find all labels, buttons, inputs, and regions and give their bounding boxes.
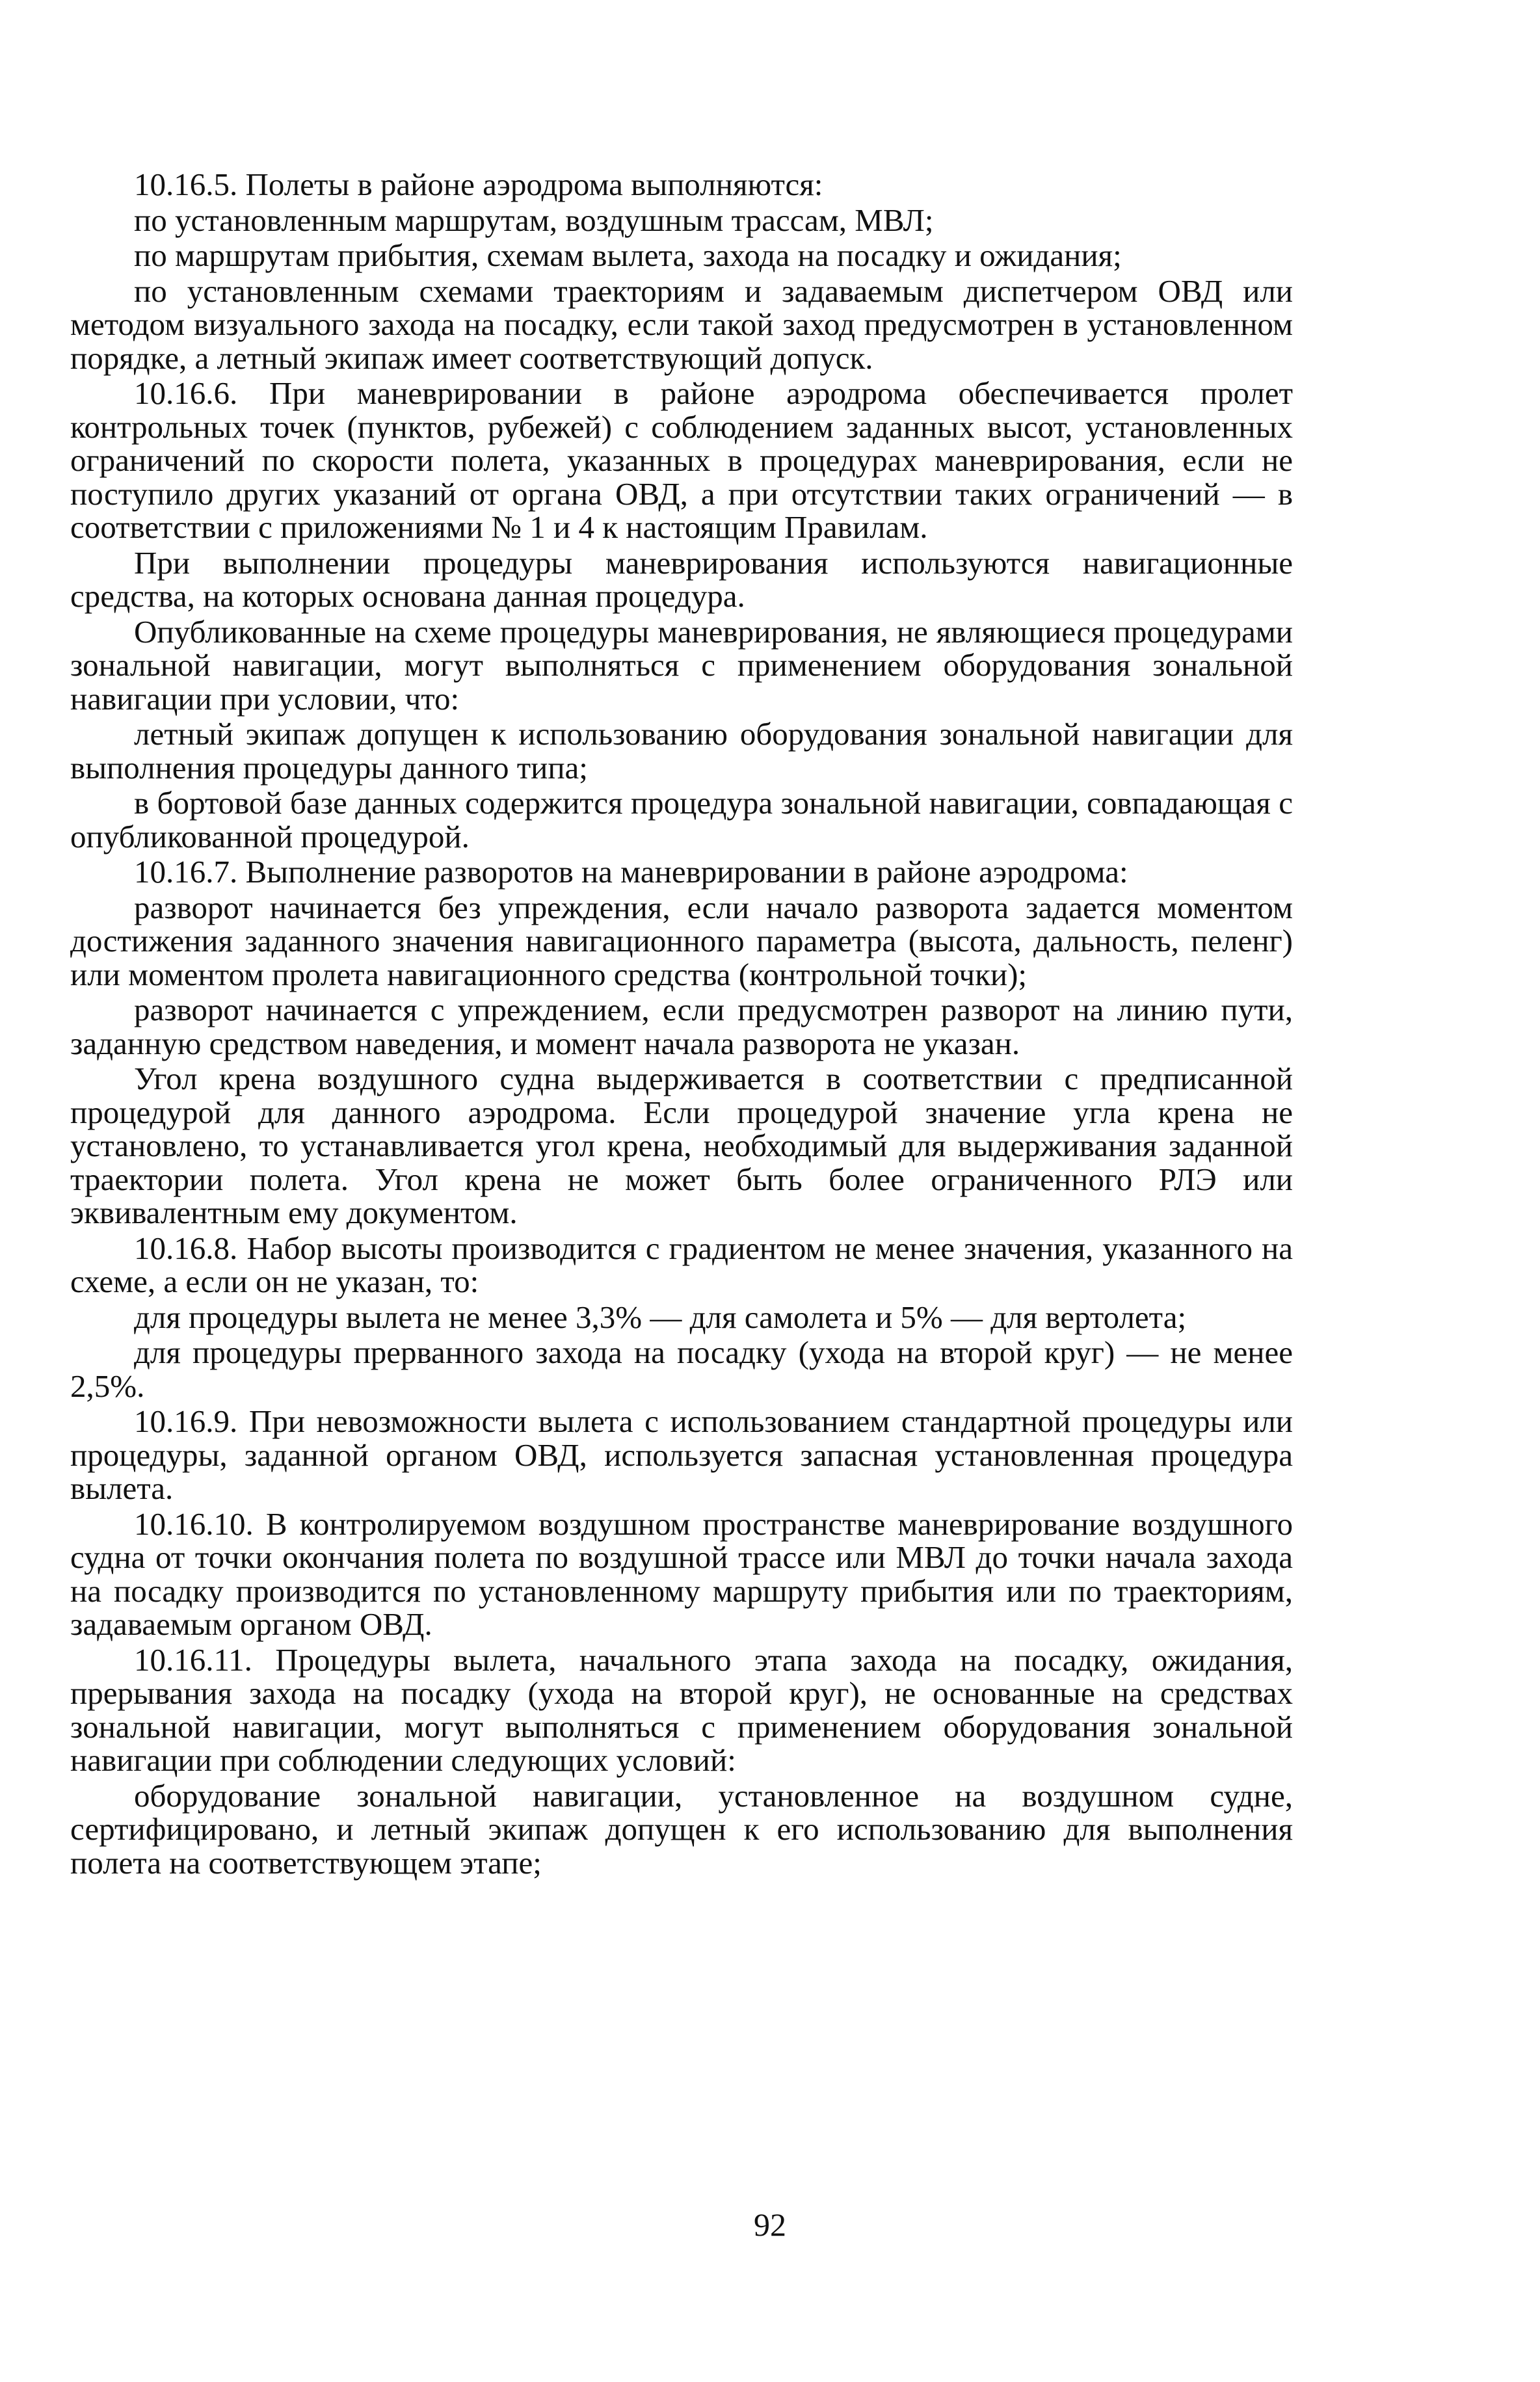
paragraph-missed-approach-gradient: для процедуры прерванного захода на посадку (ухода на второй круг) — не менее 2,5%. <box>70 1334 1293 1404</box>
paragraph-rnav-equipment: оборудование зональной навигации, установленное на воздушном судне, сертифицировано, и летный экипаж допущен к его использованию для выполнения полета на соответствующем этапе; <box>70 1777 1293 1881</box>
paragraph-turn-with-lead: разворот начинается с упреждением, если предусмотрен разворот на линию пути, заданную средством наведения, и момент начала разворота не указан. <box>70 992 1293 1061</box>
paragraph-10-16-9: 10.16.9. При невозможности вылета с использованием стандартной процедуры или процедуры, заданной органом ОВД, используется запасная установленная процедура вылета. <box>70 1403 1293 1506</box>
paragraph-bank-angle: Угол крена воздушного судна выдерживается в соответствии с предписанной процедурой для данного аэродрома. Если процедурой значение угла крена не установлено, то устанавливается угол крена, необходимый для выдерживания заданной траектории полета. Угол крена не может быть более ограниченного РЛЭ или эквивалентным ему документом. <box>70 1061 1293 1230</box>
paragraph-10-16-5-heading: 10.16.5. Полеты в районе аэродрома выполняются: <box>134 166 823 202</box>
paragraph-departure-gradient: для процедуры вылета не менее 3,3% — для самолета и 5% — для вертолета; <box>134 1299 1187 1335</box>
paragraph-10-16-8: 10.16.8. Набор высоты производится с градиентом не менее значения, указанного на схеме, а если он не указан, то: <box>70 1230 1293 1299</box>
paragraph-navaids: При выполнении процедуры маневрирования используются навигационные средства, на которых основана данная процедура. <box>70 544 1293 614</box>
paragraph-turn-without-lead: разворот начинается без упреждения, если начало разворота задается моментом достижения заданного значения навигационного параметра (высота, дальность, пеленг) или моментом пролета навигационного средства (контрольной точки); <box>70 889 1293 992</box>
paragraph-crew-admitted: летный экипаж допущен к использованию оборудования зональной навигации для выполнения процедуры данного типа; <box>70 716 1293 786</box>
paragraph-routes: по установленным маршрутам, воздушным трассам, МВЛ; <box>134 202 934 238</box>
paragraph-trajectories: по установленным схемами траекториям и задаваемым диспетчером ОВД или методом визуального захода на посадку, если такой заход предусмотрен в установленном порядке, а летный экипаж имеет соответствующий допуск. <box>70 272 1293 376</box>
paragraph-10-16-11: 10.16.11. Процедуры вылета, начального этапа захода на посадку, ожидания, прерывания захода на посадку (ухода на второй круг), не основанные на средствах зональной навигации, могут выполняться с применением оборудования зональной навигации при соблюдении следующих условий: <box>70 1641 1293 1778</box>
paragraph-10-16-7: 10.16.7. Выполнение разворотов на маневрировании в районе аэродрома: <box>134 854 1128 890</box>
paragraph-onboard-database: в бортовой базе данных содержится процедура зональной навигации, совпадающая с опубликованной процедурой. <box>70 785 1293 854</box>
paragraph-10-16-6: 10.16.6. При маневрировании в районе аэродрома обеспечивается пролет контрольных точек (пунктов, рубежей) с соблюдением заданных высот, установленных ограничений по скорости полета, указанных в процедурах маневрирования, если не поступило других указаний от органа ОВД, а при отсутствии таких ограничений — в соответствии с приложениями № 1 и 4 к настоящим Правилам. <box>70 375 1293 545</box>
paragraph-10-16-10: 10.16.10. В контролируемом воздушном пространстве маневрирование воздушного судна от точки окончания полета по воздушной трассе или МВЛ до точки начала захода на посадку производится по установленному маршруту прибытия или по траекториям, задаваемым органом ОВД. <box>70 1505 1293 1642</box>
paragraph-published-procedures: Опубликованные на схеме процедуры маневрирования, не являющиеся процедурами зональной навигации, могут выполняться с применением оборудования зональной навигации при условии, что: <box>70 613 1293 717</box>
page-number: 92 <box>754 2206 786 2243</box>
paragraph-arrival-routes: по маршрутам прибытия, схемам вылета, захода на посадку и ожидания; <box>134 237 1122 273</box>
body-text <box>70 168 1293 1881</box>
